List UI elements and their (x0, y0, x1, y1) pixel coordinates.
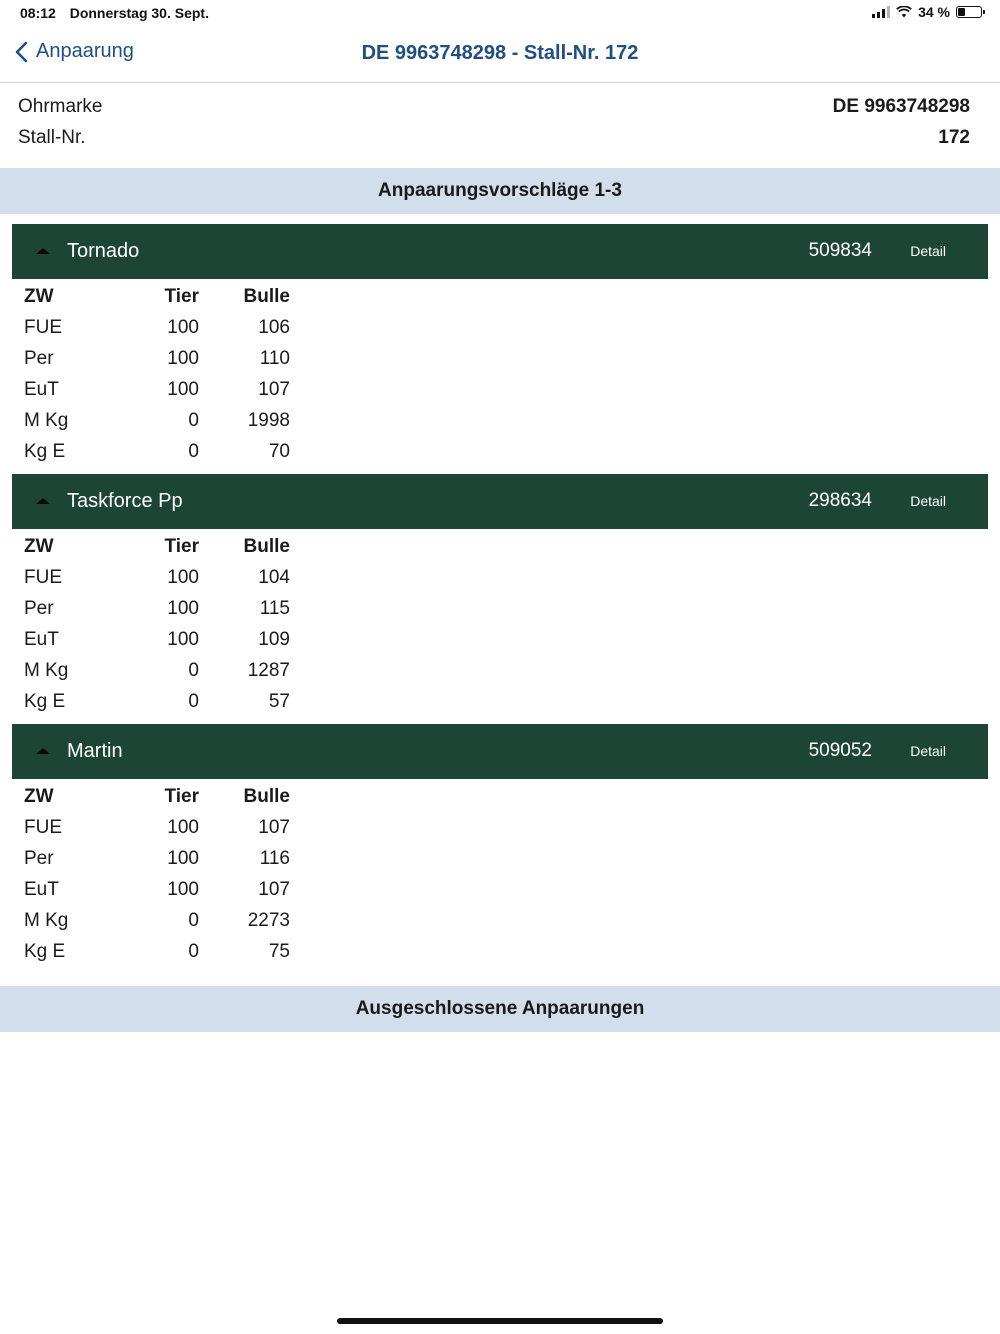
cell-zw: FUE (24, 817, 62, 838)
bull-card-header[interactable] (12, 724, 988, 779)
cell-bulle: 106 (258, 317, 290, 338)
cell-tier: 100 (167, 817, 199, 838)
info-value: DE 9963748298 (832, 96, 970, 117)
page-title: DE 9963748298 - Stall-Nr. 172 (361, 42, 639, 64)
cell-bulle: 104 (258, 567, 290, 588)
table-row (24, 348, 294, 379)
table-row (24, 817, 294, 848)
cell-tier: 100 (167, 317, 199, 338)
cell-tier: 100 (167, 879, 199, 900)
cell-zw: Per (24, 348, 54, 369)
battery-percent: 34 % (918, 4, 950, 20)
cell-tier: 0 (188, 941, 199, 962)
table-row (24, 660, 294, 691)
table-row (24, 598, 294, 629)
section-header-excluded[interactable]: Ausgeschlossene Anpaarungen (0, 986, 1000, 1032)
table-row (24, 910, 294, 941)
cell-bulle: 109 (258, 629, 290, 650)
table-row (24, 441, 294, 472)
status-time-date (20, 5, 209, 21)
detail-button[interactable]: Detail (910, 493, 946, 509)
status-date: Donnerstag 30. Sept. (69, 5, 209, 21)
cell-zw: FUE (24, 317, 62, 338)
bull-number: 509052 (808, 740, 872, 761)
column-header-bulle: Bulle (243, 536, 290, 557)
bull-number: 509834 (808, 240, 872, 261)
back-label: Anpaarung (36, 40, 134, 62)
section-header-suggestions: Anpaarungsvorschläge 1-3 (0, 168, 1000, 214)
cell-bulle: 107 (258, 817, 290, 838)
cell-bulle: 70 (268, 441, 290, 462)
column-header-zw: ZW (24, 786, 54, 807)
cell-tier: 100 (167, 379, 199, 400)
column-header-bulle: Bulle (243, 786, 290, 807)
cell-bulle: 57 (268, 691, 290, 712)
animal-info (0, 83, 1000, 167)
table-row (24, 317, 294, 348)
column-header-zw: ZW (24, 536, 54, 557)
cell-bulle: 1287 (247, 660, 290, 681)
cell-bulle: 110 (259, 348, 290, 369)
battery-icon (956, 6, 982, 18)
table-row (24, 629, 294, 660)
navigation-bar (0, 28, 1000, 83)
cell-tier: 100 (167, 848, 199, 869)
column-header-zw: ZW (24, 286, 54, 307)
table-header-row (24, 286, 294, 317)
cell-bulle: 2273 (247, 910, 290, 931)
bull-name: Tornado (67, 240, 140, 262)
table-row (24, 941, 294, 972)
collapse-caret-icon[interactable] (36, 248, 50, 254)
table-row (24, 410, 294, 441)
bull-card-header[interactable] (12, 224, 988, 279)
table-row (24, 691, 294, 722)
status-time: 08:12 (20, 5, 56, 21)
cell-zw: M Kg (24, 910, 69, 931)
cell-zw: M Kg (24, 660, 69, 681)
cell-zw: M Kg (24, 410, 69, 431)
detail-button[interactable]: Detail (910, 743, 946, 759)
table-row (24, 379, 294, 410)
cell-bulle: 107 (258, 379, 290, 400)
cell-tier: 0 (188, 410, 199, 431)
cell-tier: 0 (188, 691, 199, 712)
cell-bulle: 107 (258, 879, 290, 900)
collapse-caret-icon[interactable] (36, 748, 50, 754)
cell-bulle: 115 (259, 598, 290, 619)
table-header-row (24, 786, 294, 817)
cell-zw: FUE (24, 567, 62, 588)
bull-card-header[interactable] (12, 474, 988, 529)
column-header-tier: Tier (164, 286, 199, 307)
info-value: 172 (938, 127, 970, 148)
cellular-signal-icon (872, 6, 890, 18)
column-header-bulle: Bulle (243, 286, 290, 307)
cell-tier: 100 (167, 629, 199, 650)
cell-tier: 100 (167, 567, 199, 588)
cell-zw: Per (24, 848, 54, 869)
cell-tier: 0 (188, 660, 199, 681)
cell-tier: 100 (167, 598, 199, 619)
cell-tier: 0 (188, 910, 199, 931)
table-header-row (24, 536, 294, 567)
column-header-tier: Tier (164, 786, 199, 807)
info-row-ear-tag (18, 96, 970, 118)
cell-bulle: 75 (268, 941, 290, 962)
info-label: Stall-Nr. (18, 127, 86, 148)
bull-name: Martin (67, 740, 123, 762)
cell-zw: EuT (24, 629, 59, 650)
cell-zw: EuT (24, 879, 59, 900)
cell-zw: Per (24, 598, 54, 619)
cell-tier: 0 (188, 441, 199, 462)
cell-zw: Kg E (24, 691, 66, 712)
info-label: Ohrmarke (18, 96, 103, 117)
table-row (24, 567, 294, 598)
bull-number: 298634 (808, 490, 872, 511)
status-bar (0, 0, 1000, 28)
info-row-stall-number (18, 127, 970, 149)
wifi-icon (896, 6, 912, 18)
detail-button[interactable]: Detail (910, 243, 946, 259)
column-header-tier: Tier (164, 536, 199, 557)
table-row (24, 848, 294, 879)
cell-zw: Kg E (24, 441, 66, 462)
home-indicator[interactable] (337, 1318, 663, 1324)
status-indicators (872, 4, 982, 20)
cell-bulle: 116 (259, 848, 290, 869)
cell-zw: Kg E (24, 941, 66, 962)
collapse-caret-icon[interactable] (36, 498, 50, 504)
cell-bulle: 1998 (247, 410, 290, 431)
cell-tier: 100 (167, 348, 199, 369)
bull-name: Taskforce Pp (67, 490, 183, 512)
table-row (24, 879, 294, 910)
cell-zw: EuT (24, 379, 59, 400)
